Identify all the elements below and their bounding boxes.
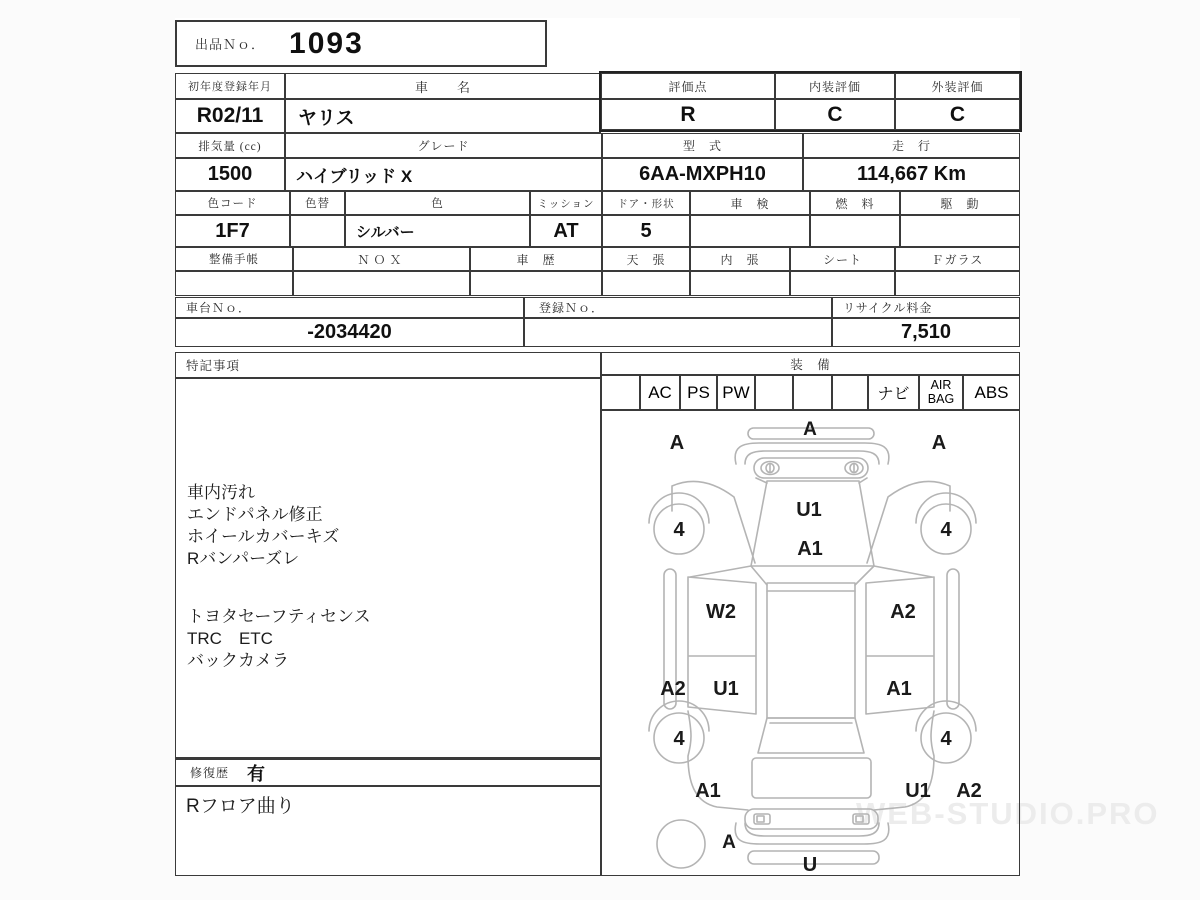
note-line: ホイールカバーキズ (187, 527, 340, 546)
recycle-fee-label: リサイクル料金 (832, 297, 1020, 318)
notes-header: 特記事項 (175, 352, 601, 378)
inspection-value (690, 215, 810, 247)
doors-label: ドア・形状 (602, 191, 690, 215)
equipment-cell (601, 375, 640, 410)
nox-label: ＮＯＸ (293, 247, 470, 271)
mileage-label: 走 行 (803, 133, 1020, 158)
transmission-value: AT (530, 215, 602, 247)
equipment-header: 装 備 (601, 352, 1020, 375)
doors-value: 5 (602, 215, 690, 247)
notes-block-2 (187, 606, 371, 672)
displacement-label: 排気量 (cc) (175, 133, 285, 158)
damage-front-bumper-label: A (803, 419, 817, 440)
grade-value: ハイブリッド X (285, 158, 602, 191)
repair-history-row (175, 759, 601, 786)
transmission-label: ミッション (530, 191, 602, 215)
inspection-label: 車 検 (690, 191, 810, 215)
exterior-grade-value: C (895, 99, 1020, 130)
damage-diagram-box (601, 410, 1020, 876)
door-trim-value (690, 271, 790, 296)
headliner-value (602, 271, 690, 296)
seat-value (790, 271, 895, 296)
front-glass-value (895, 271, 1020, 296)
fuel-value (810, 215, 900, 247)
auction-no-label: 出品Ｎｏ． (195, 37, 266, 52)
note-line: 車内汚れ (187, 483, 255, 502)
equipment-cell (755, 375, 793, 410)
damage-rear-bumper-label: A (722, 832, 736, 853)
note-line: バックカメラ (187, 651, 289, 670)
equipment-cell-ps: PS (680, 375, 717, 410)
damage-rear-right-door-label: A1 (886, 678, 912, 700)
watermark-text: WEB-STUDIO.PRO (856, 796, 1160, 831)
exterior-grade-label: 外装評価 (895, 73, 1020, 99)
note-line: TRC ETC (187, 629, 273, 648)
reg-no-value (524, 318, 832, 347)
color-label: 色 (345, 191, 530, 215)
note-line: Rバンパーズレ (187, 549, 300, 568)
model-code-label: 型 式 (602, 133, 803, 158)
damage-left-rocker-label: A2 (660, 678, 686, 700)
service-book-label: 整備手帳 (175, 247, 293, 271)
drive-value (900, 215, 1020, 247)
damage-front-right-door-label: A2 (890, 601, 916, 623)
reg-no-label: 登録Ｎｏ． (524, 297, 832, 318)
auction-no-box (175, 20, 547, 67)
damage-front-right-fender-label: A (931, 432, 947, 454)
damage-rear-right-quarter-label: U1 (905, 780, 931, 802)
color-change-value (290, 215, 345, 247)
repair-history-value: 有 (247, 763, 266, 784)
note-line: トヨタセーフティセンス (187, 607, 371, 626)
color-change-label: 色替 (290, 191, 345, 215)
car-top-view-diagram (602, 411, 1021, 877)
interior-grade-label: 内装評価 (775, 73, 895, 99)
equipment-cell (832, 375, 868, 410)
first-reg-label: 初年度登録年月 (175, 73, 285, 99)
repair-detail-box (175, 786, 601, 876)
car-name-value: ヤリス (285, 99, 601, 133)
damage-rear-left-wheel-label: 4 (673, 728, 685, 750)
color-value: シルバー (345, 215, 530, 247)
damage-rear-left-door-label: U1 (713, 678, 739, 700)
note-line: エンドパネル修正 (187, 505, 323, 524)
damage-front-left-door-label: W2 (706, 601, 736, 623)
equipment-cell (793, 375, 832, 410)
headliner-label: 天 張 (602, 247, 690, 271)
damage-rear-left-quarter-label: A1 (695, 780, 721, 802)
equipment-cell-airbag: AIR BAG (919, 375, 963, 410)
car-rear-outline (657, 718, 889, 868)
damage-windshield-upper-label: U1 (796, 499, 822, 521)
chassis-no-label: 車台Ｎｏ． (175, 297, 524, 318)
interior-grade-value: C (775, 99, 895, 130)
nox-value (293, 271, 470, 296)
displacement-value: 1500 (175, 158, 285, 191)
notes-block-1 (187, 482, 339, 570)
score-label: 評価点 (601, 73, 775, 99)
auction-no-value: 1093 (289, 26, 364, 60)
score-value: R (601, 99, 775, 130)
repair-history-label: 修復歴 (190, 766, 230, 780)
damage-windshield-lower-label: A1 (797, 538, 823, 560)
history-label: 車 歴 (470, 247, 602, 271)
grade-label: グレード (285, 133, 602, 158)
damage-rear-right-corner-label: A2 (956, 780, 982, 802)
mileage-value: 114,667 Km (803, 158, 1020, 191)
service-book-value (175, 271, 293, 296)
equipment-cell-navi: ナビ (868, 375, 919, 410)
history-value (470, 271, 602, 296)
equipment-cell-abs: ABS (963, 375, 1020, 410)
door-trim-label: 内 張 (690, 247, 790, 271)
damage-rear-underbody-label: U (802, 854, 818, 876)
color-code-value: 1F7 (175, 215, 290, 247)
car-windshield-outline (690, 481, 932, 585)
car-roof-outline (767, 583, 855, 718)
car-name-label: 車 名 (285, 73, 601, 99)
recycle-fee-value: 7,510 (832, 318, 1020, 347)
equipment-cell-pw: PW (717, 375, 755, 410)
drive-label: 駆 動 (900, 191, 1020, 215)
color-code-label: 色コード (175, 191, 290, 215)
chassis-no-value: -2034420 (175, 318, 524, 347)
front-glass-label: Ｆガラス (895, 247, 1020, 271)
equipment-cell-ac: AC (640, 375, 680, 410)
damage-front-left-wheel-label: 4 (673, 519, 685, 541)
damage-rear-right-wheel-label: 4 (940, 728, 952, 750)
seat-label: シート (790, 247, 895, 271)
damage-front-left-fender-label: A (669, 432, 685, 454)
repair-detail-text: Rフロア曲り (186, 796, 295, 817)
fuel-label: 燃 料 (810, 191, 900, 215)
model-code-value: 6AA-MXPH10 (602, 158, 803, 191)
damage-front-right-wheel-label: 4 (940, 519, 952, 541)
first-reg-value: R02/11 (175, 99, 285, 133)
